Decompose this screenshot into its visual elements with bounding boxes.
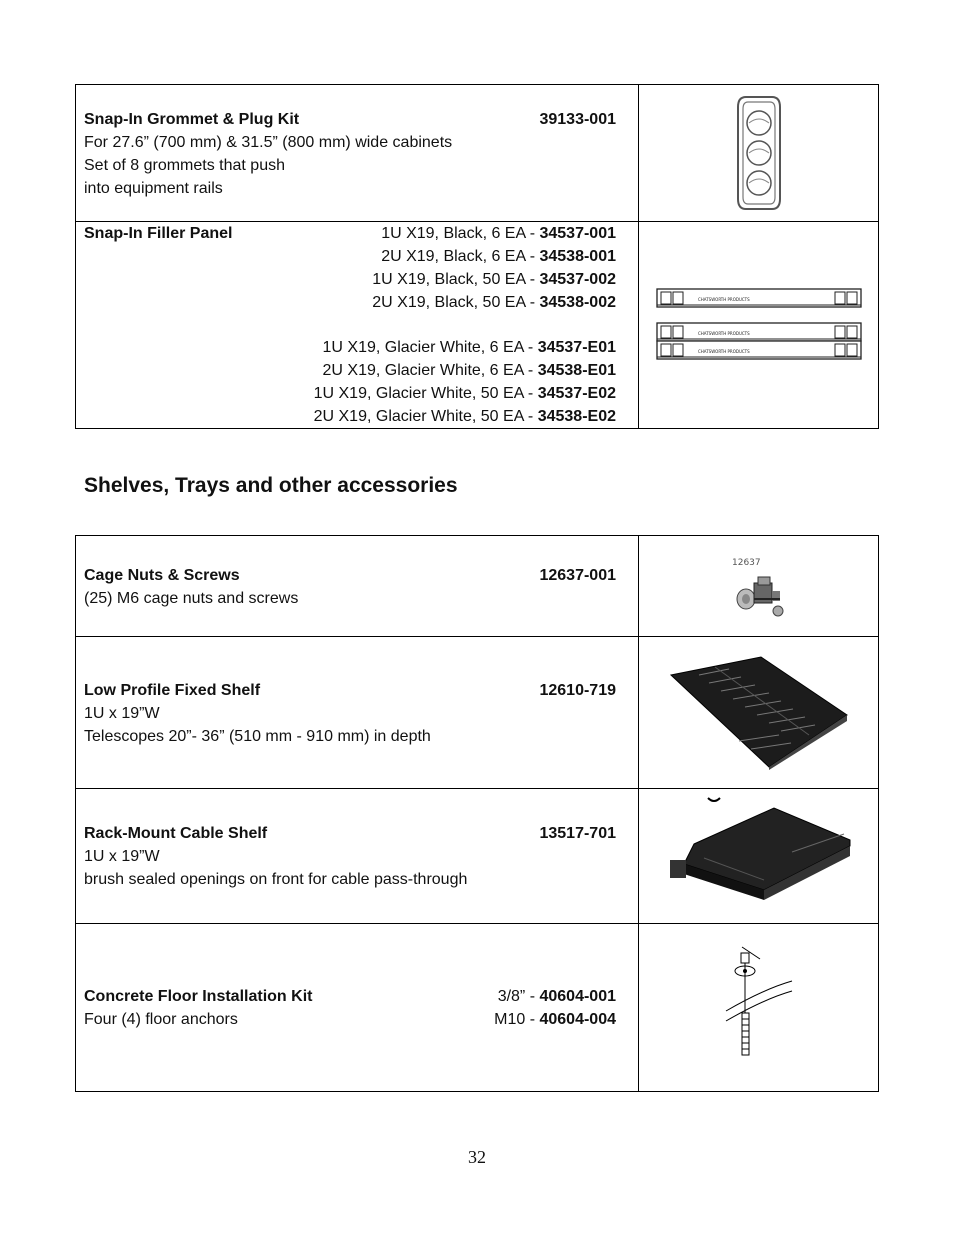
cage-nuts-row [76,536,878,637]
fixed-shelf-image [639,637,878,788]
filler-text-cell [76,222,639,428]
cage-nuts-desc: (25) M6 cage nuts and screws [84,590,299,607]
filler-option-part: 34538-E02 [537,408,616,425]
fixed-shelf-row [76,637,878,789]
floor-kit-option-desc: 3/8” - [497,988,540,1005]
filler-option-desc: 2U X19, Black, 6 EA - [381,248,540,265]
filler-option-part: 34537-E02 [537,385,616,402]
filler-option-desc: 1U X19, Glacier White, 50 EA - [313,385,538,402]
fixed-shelf-desc-1: 1U x 19”W [84,705,160,722]
filler-option [381,245,616,268]
filler-option [314,382,616,405]
filler-option [372,291,616,314]
cage-nuts-title: Cage Nuts & Screws [84,567,240,584]
grommet-row [76,85,878,222]
filler-option-part: 34537-002 [539,271,616,288]
filler-panel-image [639,222,878,428]
filler-panel-label: CHATSWORTH PRODUCTS [697,331,750,336]
cable-shelf-row [76,789,878,924]
fixed-shelf-desc-2: Telescopes 20”- 36” (510 mm - 910 mm) in depth [84,728,431,745]
page-number: 32 [468,1147,486,1167]
fixed-shelf-title: Low Profile Fixed Shelf [84,682,261,699]
filler-option-desc: 1U X19, Black, 50 EA - [372,271,540,288]
floor-kit-text-cell [76,924,639,1091]
filler-option [323,336,617,359]
filler-option [381,222,616,245]
floor-kit-option-part: 40604-004 [539,1011,616,1028]
floor-kit-desc: Four (4) floor anchors [84,1011,238,1028]
filler-option-desc: 1U X19, Black, 6 EA - [381,225,540,242]
grommet-title: Snap-In Grommet & Plug Kit [84,111,300,128]
grommet-desc-2: Set of 8 grommets that push [84,157,285,174]
filler-panel-label: CHATSWORTH PRODUCTS [697,349,750,354]
grommet-text-cell [76,85,639,221]
filler-option-part: 34538-E01 [537,362,616,379]
grommet-part-number: 39133-001 [539,111,616,128]
grommet-filler-table [75,84,879,429]
grommet-desc-1: For 27.6” (700 mm) & 31.5” (800 mm) wide cabinets [84,134,453,151]
grommet-desc-3: into equipment rails [84,180,223,197]
cage-nuts-image [639,536,878,636]
filler-panel-label: CHATSWORTH PRODUCTS [697,297,750,302]
filler-title: Snap-In Filler Panel [84,225,233,242]
cable-shelf-part-number: 13517-701 [539,825,616,842]
floor-kit-title: Concrete Floor Installation Kit [84,988,313,1005]
cable-shelf-desc-1: 1U x 19”W [84,848,160,865]
grommet-image [639,85,878,221]
filler-option-part: 34537-E01 [537,339,616,356]
filler-option-part: 34537-001 [539,225,616,242]
cable-shelf-desc-2: brush sealed openings on front for cable pass-through [84,871,468,888]
cable-shelf-title: Rack-Mount Cable Shelf [84,825,268,842]
cage-nuts-part-number: 12637-001 [539,567,616,584]
floor-kit-image [639,924,878,1091]
filler-row [76,222,878,428]
filler-option-desc: 1U X19, Glacier White, 6 EA - [322,339,538,356]
filler-option [323,359,617,382]
accessories-table [75,535,879,1092]
floor-kit-option [498,985,616,1008]
filler-option-desc: 2U X19, Black, 50 EA - [372,294,540,311]
fixed-shelf-part-number: 12610-719 [539,682,616,699]
filler-option [372,268,616,291]
floor-kit-option [494,1008,616,1031]
cable-shelf-text-cell [76,789,639,923]
filler-option-desc: 2U X19, Glacier White, 50 EA - [313,408,538,425]
floor-kit-row [76,924,878,1091]
filler-option [314,405,616,428]
floor-kit-option-part: 40604-001 [539,988,616,1005]
filler-option-part: 34538-002 [539,294,616,311]
fixed-shelf-text-cell [76,637,639,788]
cage-nuts-text-cell [76,536,639,636]
cage-nuts-image-label: 12637 [731,558,761,568]
filler-option-part: 34538-001 [539,248,616,265]
cable-shelf-image [639,789,878,923]
floor-kit-option-desc: M10 - [494,1011,540,1028]
filler-option-desc: 2U X19, Glacier White, 6 EA - [322,362,538,379]
section-heading: Shelves, Trays and other accessories [84,474,458,497]
